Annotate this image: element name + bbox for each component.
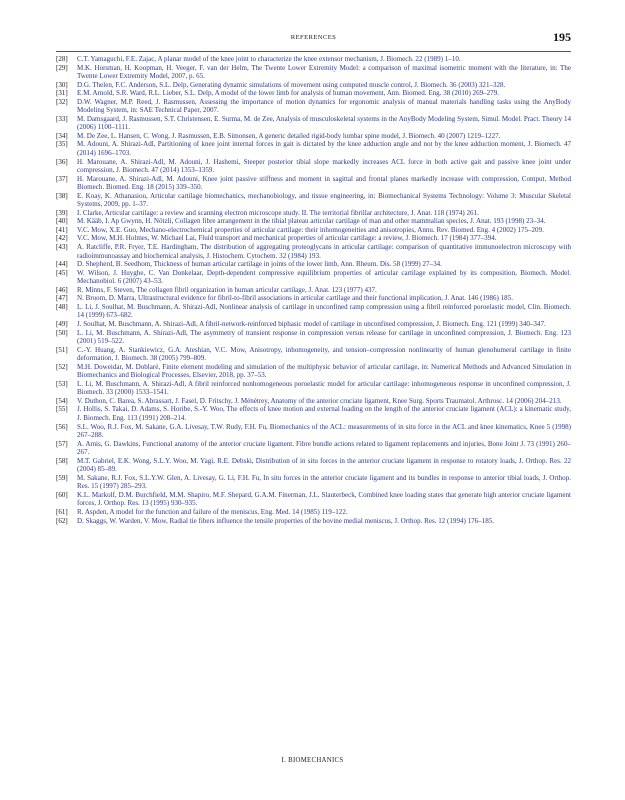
reference-number: [28] — [56, 55, 68, 63]
reference-number: [32] — [56, 97, 68, 106]
reference-item — [56, 397, 571, 406]
reference-item — [56, 303, 571, 320]
reference-item — [56, 226, 571, 235]
reference-number: [43] — [56, 243, 68, 252]
reference-item — [56, 81, 571, 90]
reference-item — [56, 209, 571, 218]
reference-item — [56, 115, 571, 132]
reference-item — [56, 234, 571, 243]
reference-item — [56, 294, 571, 303]
reference-number: [62] — [56, 516, 68, 525]
page-number: 195 — [553, 30, 571, 44]
reference-number: [57] — [56, 439, 68, 448]
reference-number: [29] — [56, 63, 68, 72]
reference-citation[interactable]: N. Broom, D. Marra, Ultrastructural evidence for fibril-to-fibril associations in articular cartilage and their functional implication, J. Anat. 146 (1986) 185. — [77, 294, 513, 303]
reference-citation[interactable]: W. Wilson, J. Huyghe, C. Van Donkelaar, Depth-dependent compressive equilibrium properties of articular cartilage explained by its composition, Biomech. Model. Mechanobiol. 6 (2007) 43–53. — [77, 268, 571, 286]
reference-number: [60] — [56, 490, 68, 499]
reference-item — [56, 98, 571, 115]
reference-number: [49] — [56, 319, 68, 328]
reference-citation[interactable]: K.L. Markolf, D.M. Burchfield, M.M. Shapiro, M.F. Shepard, G.A.M. Finerman, J.L. Slauterbeck, Combined knee loading states that generate high anterior cruciate ligament forces, J. Orthop. Res. 13 (1995) 930–935. — [77, 490, 571, 508]
reference-citation[interactable]: M. Damsgaard, J. Rasmussen, S.T. Christensen, E. Surma, M. de Zee, Analysis of musculoskeletal systems in the AnyBody Modeling System, Simul. Model. Pract. Theory 14 (2006) 1100–1111. — [77, 114, 571, 132]
reference-citation[interactable]: M. Sakane, R.J. Fox, S.L.Y.W. Glen, A. Livesay, G. Li, F.H. Fu, In situ forces in the anterior cruciate ligament and its bundles in response to anterior tibial loads, J. Orthop. Res. 15 (1997) 285–293. — [77, 473, 571, 491]
reference-item — [56, 423, 571, 440]
reference-citation[interactable]: M. Adouni, A. Shirazi-Adl, Partitioning of knee joint internal forces in gait is dictated by the knee adduction angle and not by the knee adduction moment, J. Biomech. 47 (2014) 1696–1703. — [77, 140, 571, 158]
reference-citation[interactable]: M. De Zee, L. Hansen, C. Wong, J. Rasmussen, E.B. Simonsen, A generic detailed rigid-body lumbar spine model, J. Biomech. 40 (2007) 1219–1227. — [77, 131, 501, 140]
reference-number: [53] — [56, 379, 68, 388]
reference-number: [51] — [56, 345, 68, 354]
reference-citation[interactable]: M.K. Horsman, H. Koopman, H. Veeger, F. van der Helm, The Twente Lower Extremity Model: a comparison of maximal isometric moment with the literature, in: The Twente Lower Extremity Model, 2007, p. 65. — [77, 63, 571, 81]
reference-citation[interactable]: D. Skaggs, W. Warden, V. Mow, Radial tie fibers influence the tensile properties of the bovine medial meniscus, J. Orthop. Res. 12 (1994) 176–185. — [77, 516, 495, 525]
reference-number: [47] — [56, 294, 68, 303]
running-head: REFERENCES — [290, 34, 337, 41]
reference-item — [56, 363, 571, 380]
reference-citation[interactable]: H. Marouane, A. Shirazi-Adl, M. Adouni, Knee joint passive stiffness and moment in sagittal and frontal planes markedly increase with compression, Comput. Method Biomech. Biomed. Eng. 18 (2015) 339–350. — [77, 174, 571, 192]
reference-citation[interactable]: J. Soulhat, M. Buschmann, A. Shirazi-Adl, A fibril-network-reinforced biphasic model of cartilage in unconfined compression, J. Biomech. Eng. 121 (1999) 340–347. — [77, 319, 546, 328]
reference-citation[interactable]: D. Shepherd, B. Seedhom, Thickness of human articular cartilage in joints of the lower limb, Ann. Rheum. Dis. 58 (1999) 27–34. — [77, 260, 442, 269]
reference-item — [56, 192, 571, 209]
reference-citation[interactable]: L. Li, M. Buschmann, A. Shirazi-Adl, A fibril reinforced nonhomogeneous poroelastic model for articular cartilage: inhomogeneous response in unconfined compression, J. Biomech. 33 (2000) 1533–1541. — [77, 379, 571, 397]
reference-citation[interactable]: A. Ratcliffe, P.R. Fryer, T.E. Hardingham, The distribution of aggregating proteoglycans in articular cartilage: comparison of quantitative immunoelectron microscopy with radioimmunoassay and biochemical analysis, J. Histochem. Cytochem. 32 (1984) 193. — [77, 243, 571, 260]
reference-item — [56, 320, 571, 329]
reference-item — [56, 269, 571, 286]
reference-list — [56, 55, 571, 525]
reference-citation[interactable]: M.T. Gabriel, E.K. Wong, S.L.Y. Woo, M. Yagi, R.E. Debski, Distribution of in situ forces in the anterior cruciate ligament in response to rotatory loads, J. Orthop. Res. 22 (2004) 85–89. — [77, 456, 571, 474]
reference-citation[interactable]: C.-Y. Huang, A. Stankiewicz, G.A. Ateshian, V.C. Mow, Anisotropy, inhomogeneity, and tension–compression nonlinearity of human glenohumeral cartilage in finite deformation, J. Biomech. 38 (2005) 799–809. — [77, 345, 571, 363]
reference-item — [56, 440, 571, 457]
reference-number: [39] — [56, 208, 68, 217]
reference-number: [61] — [56, 507, 68, 516]
reference-item — [56, 55, 571, 64]
reference-number: [30] — [56, 80, 68, 89]
reference-citation[interactable]: R. Aspden, A model for the function and failure of the meniscus, Eng. Med. 14 (1985) 119–122. — [77, 507, 348, 516]
reference-number: [54] — [56, 396, 68, 405]
reference-number: [50] — [56, 328, 68, 337]
reference-citation[interactable]: D.W. Wagner, M.P. Reed, J. Rasmussen, Assessing the importance of motion dynamics for ergonomic analysis of manual materials handling tasks using the AnyBody Modeling System, in: SAE Technical Paper, 2007. — [77, 97, 571, 115]
reference-number: [35] — [56, 140, 68, 149]
reference-number: [45] — [56, 268, 68, 277]
reference-number: [36] — [56, 157, 68, 166]
reference-item — [56, 405, 571, 422]
reference-item — [56, 517, 571, 526]
reference-citation[interactable]: J. Hollis, S. Takai, D. Adams, S. Horibe, S.-Y. Woo, The effects of knee motion and external loading on the length of the anterior cruciate ligament (ACL): a kinematic study, J. Biomech. Eng. 113 (1991) 208–214. — [77, 405, 571, 422]
reference-number: [52] — [56, 362, 68, 371]
page-footer: I. BIOMECHANICS — [281, 757, 344, 764]
reference-citation[interactable]: M.H. Doweidar, M. Doblaré, Finite element modeling and simulation of the multiphysic behavior of articular cartilage, in: Numerical Methods and Advanced Simulation in Biomechanics and Biological Processes, Elsevier, 2018, pp. 37–53. — [77, 362, 571, 380]
reference-citation[interactable]: E.M. Arnold, S.R. Ward, R.L. Lieber, S.L. Delp, A model of the lower limb for analysis of human movement, Ann. Biomed. Eng. 38 (2010) 269–279. — [77, 89, 499, 98]
reference-citation[interactable]: L. Li, J. Soulhat, M. Buschmann, A. Shirazi-Adl, Nonlinear analysis of cartilage in unconfined ramp compression using a fibril reinforced poroelastic model, Clin. Biomech. 14 (1999) 673–682. — [77, 302, 571, 320]
reference-item — [56, 217, 571, 226]
reference-citation[interactable]: A. Amis, G. Dawkins, Functional anatomy of the anterior cruciate ligament. Fibre bundle actions related to ligament replacements and injuries, Bone Joint J. 73 (1991) 260–267. — [77, 439, 571, 457]
reference-item — [56, 286, 571, 295]
reference-citation[interactable]: R. Minns, F. Steven, The collagen fibril organization in human articular cartilage, J. Anat. 123 (1977) 437. — [77, 285, 377, 294]
reference-item — [56, 132, 571, 141]
reference-number: [40] — [56, 217, 68, 226]
reference-item — [56, 474, 571, 491]
reference-item — [56, 175, 571, 192]
reference-number: [46] — [56, 285, 68, 294]
reference-number: [38] — [56, 191, 68, 200]
reference-citation[interactable]: S.L. Woo, R.J. Fox, M. Sakane, G.A. Livesay, T.W. Rudy, F.H. Fu, Biomechanics of the ACL: measurements of in situ force in the ACL and knee kinematics, Knee 5 (1998) 267–288. — [77, 422, 571, 440]
reference-item — [56, 64, 571, 81]
reference-number: [31] — [56, 89, 68, 98]
reference-number: [41] — [56, 225, 68, 234]
reference-citation[interactable]: I. Clarke, Articular cartilage: a review and scanning electron microscope study. II. The territorial fibrillar architecture, J. Anat. 118 (1974) 261. — [77, 208, 479, 217]
reference-number: [37] — [56, 174, 68, 183]
reference-item — [56, 380, 571, 397]
reference-citation[interactable]: V.C. Mow, X.E. Guo, Mechano-electrochemical properties of articular cartilage: their inhomogeneities and anisotropies, Annu. Rev. Biomed. Eng. 4 (2002) 175–209. — [77, 225, 544, 234]
reference-number: [55] — [56, 405, 68, 414]
reference-number: [58] — [56, 456, 68, 465]
reference-item — [56, 346, 571, 363]
reference-number: [33] — [56, 114, 68, 123]
reference-number: [48] — [56, 302, 68, 311]
reference-number: [42] — [56, 234, 68, 243]
reference-number: [59] — [56, 473, 68, 482]
reference-item — [56, 243, 571, 260]
reference-number: [34] — [56, 131, 68, 140]
reference-item — [56, 457, 571, 474]
reference-citation[interactable]: L. Li, M. Buschmann, A. Shirazi-Adl, The asymmetry of transient response in compression versus release for cartilage in unconfined compression, J. Biomech. Eng. 123 (2001) 519–522. — [77, 328, 571, 346]
reference-item — [56, 89, 571, 98]
reference-item — [56, 140, 571, 157]
reference-item — [56, 508, 571, 517]
reference-citation[interactable]: E. Koay, K. Athanasiou, Articular cartilage biomechanics, mechanobiology, and tissue engineering, in: Biomechanical Systems Technology: Volume 3: Muscular Skeletal Systems, 2009, pp. 1–37. — [77, 191, 571, 209]
reference-number: [44] — [56, 260, 68, 269]
reference-item — [56, 491, 571, 508]
reference-citation[interactable]: D.G. Thelen, F.C. Anderson, S.L. Delp, Generating dynamic simulations of movement using computed muscle control, J. Biomech. 36 (2003) 321–328. — [77, 80, 506, 89]
reference-citation[interactable]: V.C. Mow, M.H. Holmes, W. Michael Lai, Fluid transport and mechanical properties of articular cartilage: a review, J. Biomech. 17 (1984) 377–394. — [77, 234, 497, 243]
page-header — [56, 30, 571, 48]
reference-citation[interactable]: M. Kääb, I. Ap Gwynn, H. Nötzli, Collagen fibre arrangement in the tibial plateau articular cartilage of man and other mammalian species, J. Anat. 193 (1998) 23–34. — [77, 217, 546, 226]
header-rule — [56, 51, 571, 52]
reference-number: [56] — [56, 422, 68, 431]
reference-citation[interactable]: V. Duthon, C. Barea, S. Abrassart, J. Fasel, D. Fritschy, J. Ménétrey, Anatomy of the anterior cruciate ligament, Knee Surg. Sports Traumatol. Arthrosc. 14 (2006) 204–213. — [77, 396, 562, 405]
reference-item — [56, 329, 571, 346]
reference-item — [56, 260, 571, 269]
reference-citation[interactable]: C.T. Yamaguchi, F.E. Zajac, A planar model of the knee joint to characterize the knee extensor mechanism, J. Biomech. 22 (1989) 1–10. — [77, 55, 461, 63]
reference-item — [56, 158, 571, 175]
reference-citation[interactable]: H. Marouane, A. Shirazi-Adl, M. Adouni, J. Hashemi, Steeper posterior tibial slope markedly increases ACL force in both active gait and passive knee joint under compression, J. Biomech. 47 (2014) 1353–1359. — [77, 157, 571, 175]
